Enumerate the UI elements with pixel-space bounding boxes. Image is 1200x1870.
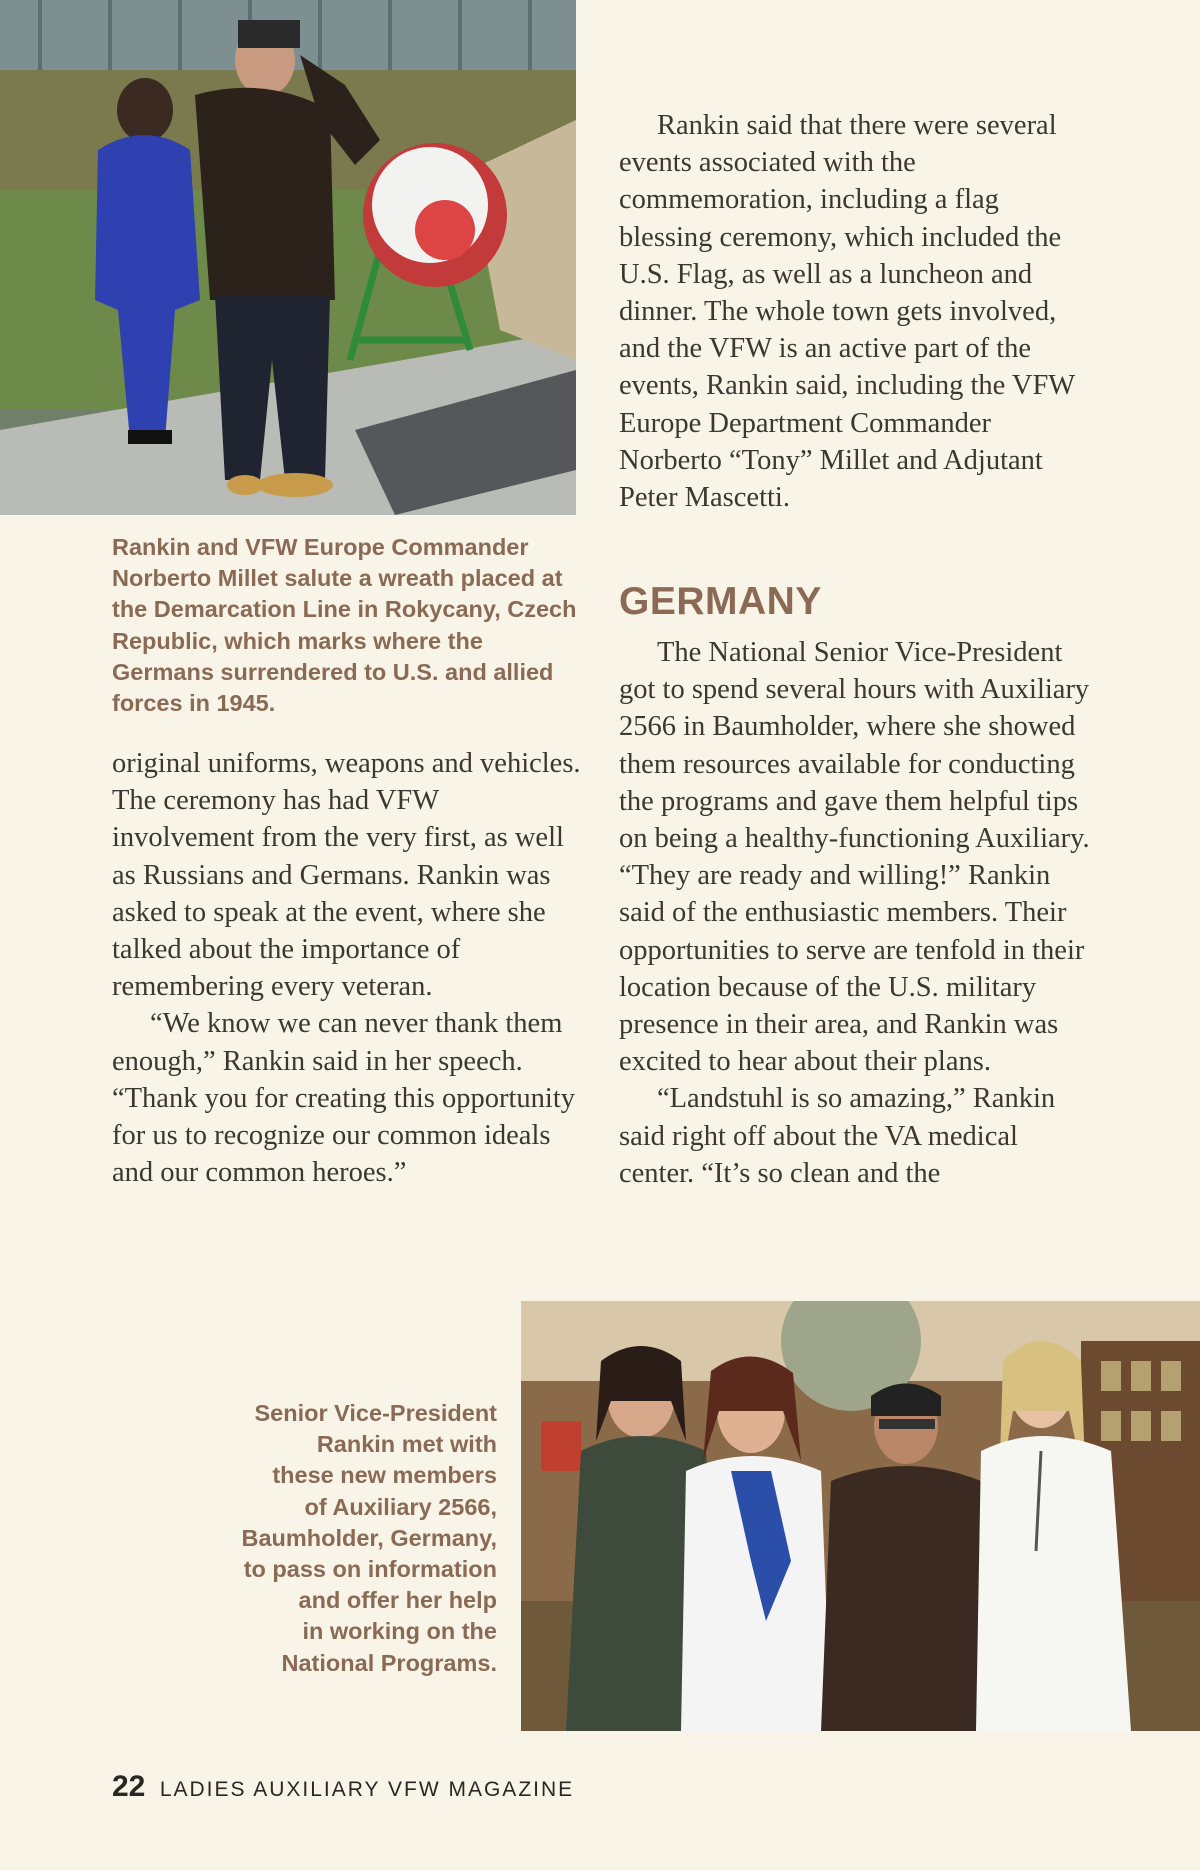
group-of-four-women-photo [521,1301,1200,1731]
article-paragraph: “Landstuhl is so amazing,” Rankin said right off about the VA medical center. “It’s so clean and the [619,1083,1056,1189]
page-footer [112,1770,574,1804]
article-paragraph: “We know we can never thank them enough,” Rankin said in her speech. “Thank you for creating this opportunity for us to recognize our common ideals and our common heroes.” [112,1008,576,1189]
article-paragraph: original uniforms, weapons and vehicles. The ceremony has had VFW involvement from the very first, as well as Russians and Germans. Rankin was asked to speak at the event, where she talked about the importance of remembering every veteran. [112,748,581,1003]
caption-line: Senior Vice-President [254,1400,497,1426]
caption-line: Rankin met with [316,1431,497,1458]
caption-line: Baumholder, Germany, [241,1524,497,1551]
caption-line: of Auxiliary 2566, [304,1493,497,1520]
wreath-salute-photo [0,0,576,515]
caption-line: National Programs. [281,1649,497,1676]
page-number: 22 [112,1770,146,1803]
article-column-right-top [619,107,1089,516]
caption-line: and offer her help [298,1587,497,1614]
magazine-name: LADIES AUXILIARY VFW MAGAZINE [159,1778,575,1801]
article-column-right-bottom [619,634,1094,1192]
caption-line: in working on the [302,1618,497,1645]
section-heading-germany: GERMANY [619,580,822,623]
photo-caption-top: Rankin and VFW Europe Commander Norberto Millet salute a wreath placed at the Demarcation Line in Rokycany, Czech Republic, which marks where the Germans surrendered to U.S. and allied forces in 1945. [112,534,577,717]
article-paragraph: Rankin said that there were several events associated with the commemoration, including a flag blessing ceremony, which included the U.S. Flag, as well as a luncheon and dinner. The whole town gets involved, and the VFW is an active part of the events, Rankin said, including the VFW Europe Department Commander Norberto “Tony” Millet and Adjutant Peter Mascetti. [619,110,1075,514]
photo-caption-bottom [200,1398,497,1679]
caption-line: to pass on information [243,1556,497,1583]
article-column-left [112,745,587,1191]
article-paragraph: The National Senior Vice-President got to spend several hours with Auxiliary 2566 in Baumholder, where she showed them resources available for conducting the programs and gave them helpful tips on being a healthy-functioning Auxiliary. “They are ready and willing!” Rankin said of the enthusiastic members. Their opportunities to serve are tenfold in their location because of the U.S. military presence in their area, and Rankin was excited to hear about their plans. [619,637,1090,1078]
caption-line: these new members [272,1462,497,1489]
